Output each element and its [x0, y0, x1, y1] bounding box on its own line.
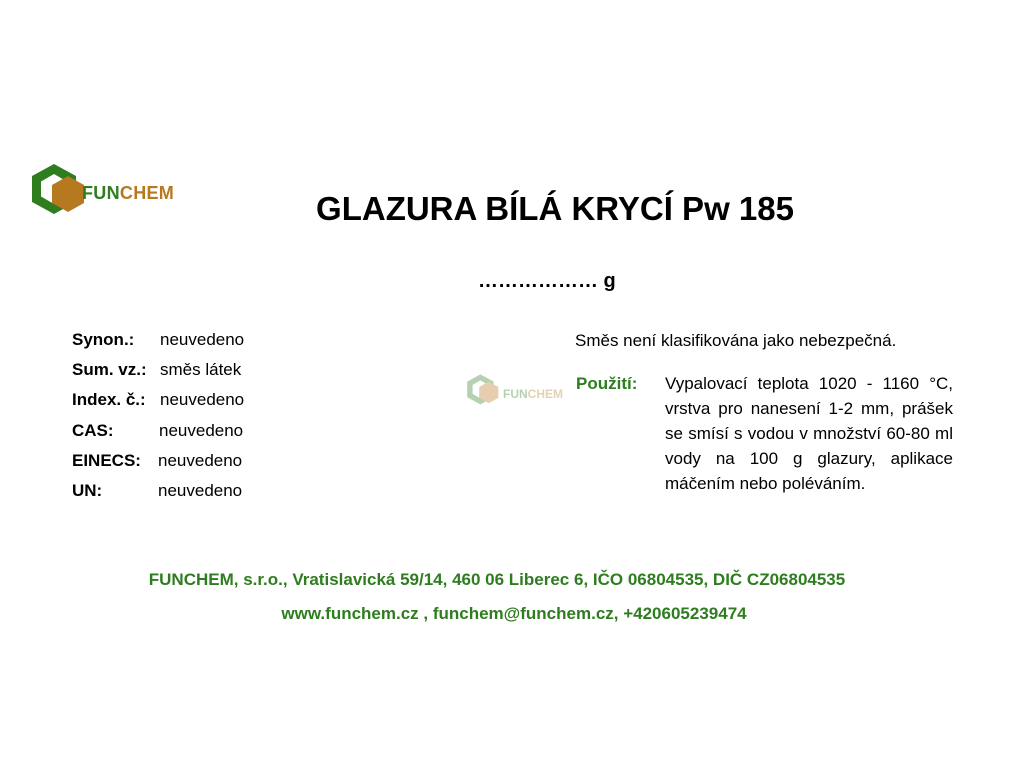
property-row-cas: [72, 421, 372, 451]
hazard-statement: Směs není klasifikována jako nebezpečná.: [575, 331, 897, 350]
property-row-un: [72, 481, 372, 511]
property-label: CAS:: [72, 420, 114, 440]
property-row-synonyms: [72, 330, 372, 360]
watermark-logo: [466, 372, 586, 412]
hexagon-watermark-icon: [466, 372, 502, 408]
property-label: EINECS:: [72, 450, 141, 470]
footer-contact-line: www.funchem.cz , funchem@funchem.cz, +420605239474: [281, 604, 747, 623]
property-value: neuvedeno: [158, 480, 243, 500]
usage-text: Vypalovací teplota 1020 - 1160 °C, vrstva pro nanesení 1-2 mm, prášek se smísí s vodou v množství 60-80 ml vody na 100 g glazury, aplikace máčením nebo poléváním.: [665, 374, 953, 493]
property-value: neuvedeno: [159, 420, 244, 440]
company-logo: [30, 162, 220, 218]
logo-wordmark: [82, 183, 174, 204]
properties-list: [72, 330, 372, 511]
property-row-einecs: [72, 451, 372, 481]
property-label: UN:: [72, 480, 103, 500]
watermark-text-chem: CHEM: [527, 387, 564, 401]
property-label: Index. č.:: [72, 390, 146, 410]
property-value: neuvedeno: [158, 450, 243, 470]
watermark-text-fun: FUN: [503, 387, 528, 401]
watermark-wordmark: [503, 387, 563, 401]
hexagon-logo-icon: [30, 162, 90, 218]
property-value: neuvedeno: [160, 330, 245, 349]
property-value: neuvedeno: [160, 390, 245, 410]
property-label: Sum. vz.:: [72, 360, 147, 380]
product-title: GLAZURA BÍLÁ KRYCÍ Pw 185: [316, 190, 794, 227]
property-value: směs látek: [160, 360, 242, 380]
logo-text-fun: FUN: [82, 183, 120, 203]
weight-field: ……………… g: [478, 270, 616, 292]
usage-label: Použití:: [576, 374, 638, 393]
logo-text-chem: CHEM: [119, 183, 175, 203]
property-row-formula: [72, 360, 372, 390]
property-label: Synon.:: [72, 330, 135, 349]
property-row-index: [72, 390, 372, 420]
footer-company-line: FUNCHEM, s.r.o., Vratislavická 59/14, 460 06 Liberec 6, IČO 06804535, DIČ CZ06804535: [148, 570, 846, 589]
